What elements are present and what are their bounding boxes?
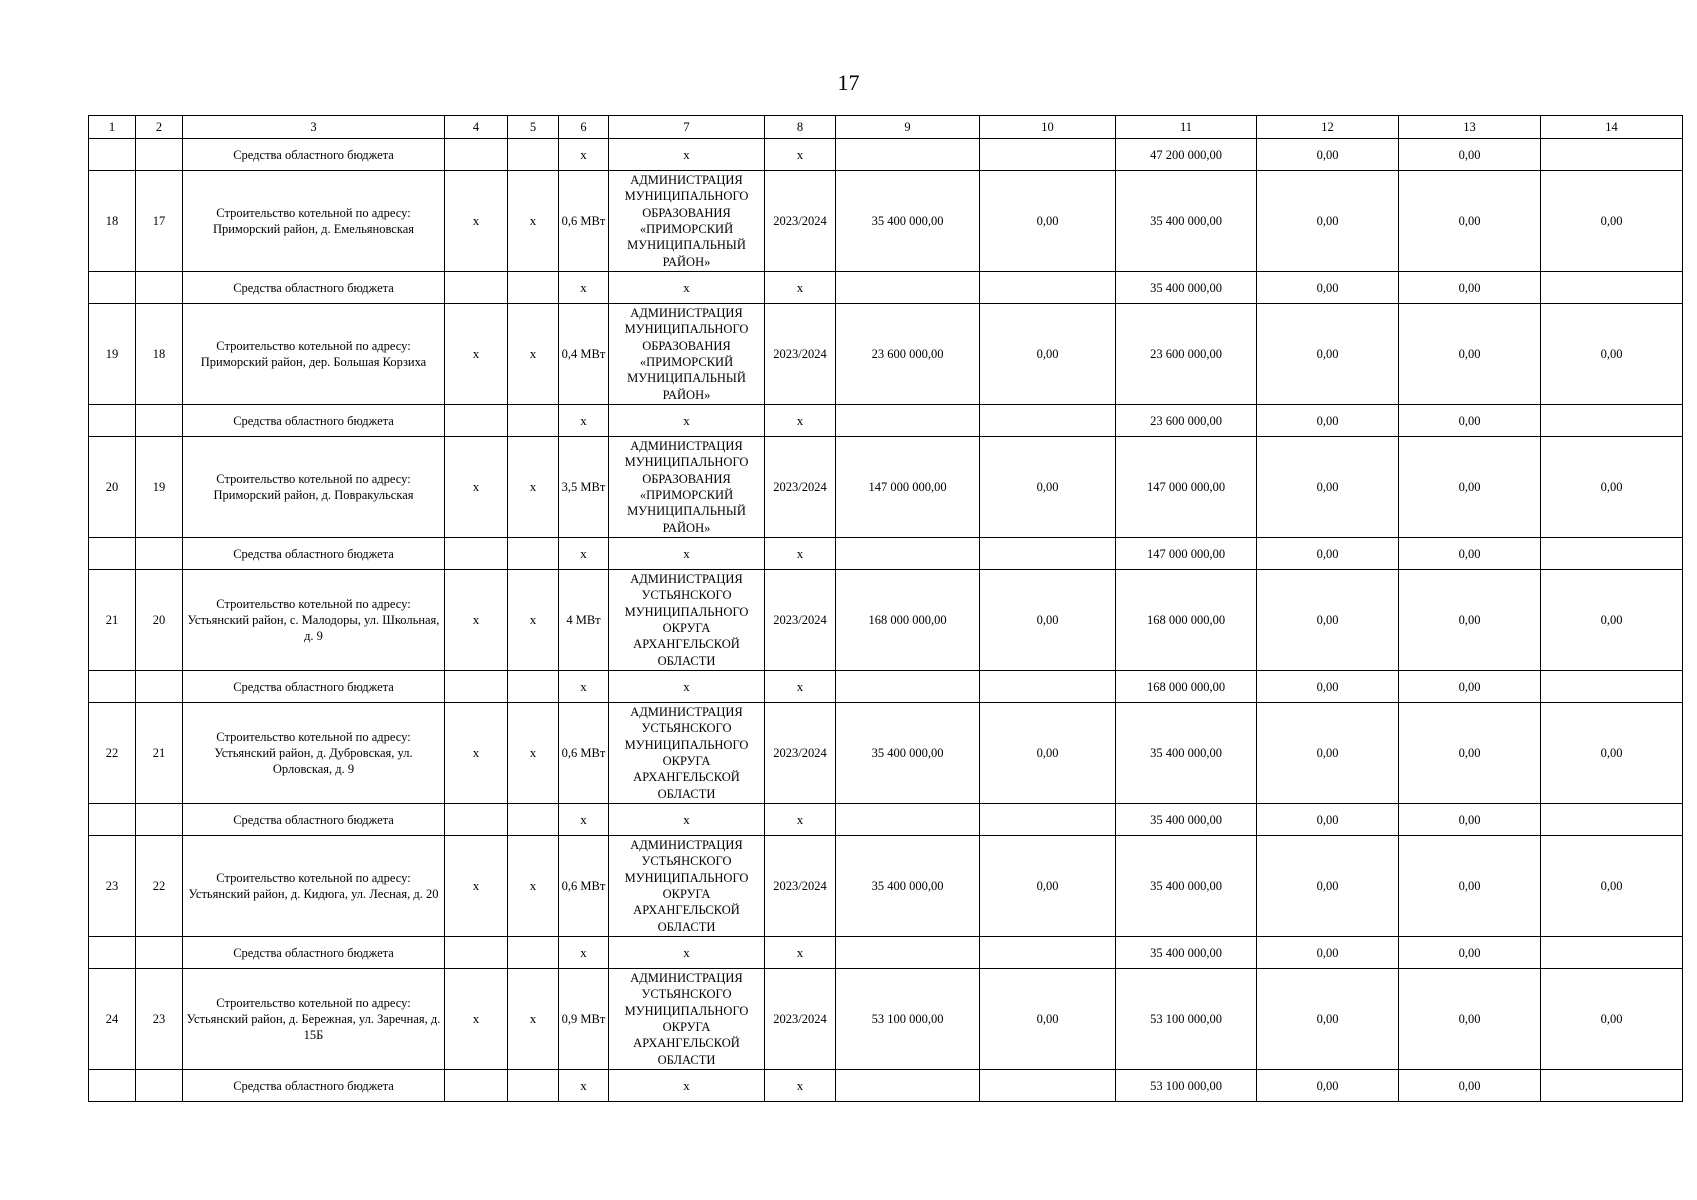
- column-header: 1: [89, 116, 136, 139]
- empty-cell: [980, 538, 1116, 570]
- capacity-cell: х: [559, 272, 609, 304]
- amount-cell: 0,00: [980, 171, 1116, 272]
- amount-cell: 147 000 000,00: [1116, 538, 1257, 570]
- amount-cell: 0,00: [1257, 836, 1399, 937]
- empty-cell: [136, 804, 183, 836]
- row-number: 18: [89, 171, 136, 272]
- funding-source-name: Средства областного бюджета: [183, 538, 445, 570]
- table-row: [89, 171, 1683, 272]
- column-header: 12: [1257, 116, 1399, 139]
- period-cell: х: [765, 1070, 836, 1102]
- funding-source-name: Средства областного бюджета: [183, 1070, 445, 1102]
- empty-cell: [1541, 1070, 1683, 1102]
- object-name: Строительство котельной по адресу: Устьянский район, д. Бережная, ул. Заречная, д. 15Б: [183, 969, 445, 1070]
- empty-cell: [445, 671, 508, 703]
- funding-source-row: [89, 538, 1683, 570]
- amount-cell: 147 000 000,00: [836, 437, 980, 538]
- period-cell: х: [765, 538, 836, 570]
- capacity-cell: 0,6 МВт: [559, 171, 609, 272]
- column-header: 4: [445, 116, 508, 139]
- period-cell: х: [765, 405, 836, 437]
- amount-cell: 0,00: [1399, 703, 1541, 804]
- capacity-cell: 0,6 МВт: [559, 836, 609, 937]
- amount-cell: 23 600 000,00: [836, 304, 980, 405]
- column-header: 14: [1541, 116, 1683, 139]
- capacity-cell: х: [559, 937, 609, 969]
- empty-cell: [836, 272, 980, 304]
- empty-cell: [1541, 671, 1683, 703]
- table-row: [89, 304, 1683, 405]
- amount-cell: 0,00: [1399, 405, 1541, 437]
- amount-cell: 0,00: [1399, 937, 1541, 969]
- executor-cell: х: [609, 139, 765, 171]
- object-name: Строительство котельной по адресу: Устьянский район, с. Малодоры, ул. Школьная, д. 9: [183, 570, 445, 671]
- amount-cell: 0,00: [980, 969, 1116, 1070]
- item-number: 18: [136, 304, 183, 405]
- empty-cell: [836, 405, 980, 437]
- amount-cell: 23 600 000,00: [1116, 304, 1257, 405]
- amount-cell: 53 100 000,00: [836, 969, 980, 1070]
- amount-cell: 147 000 000,00: [1116, 437, 1257, 538]
- amount-cell: 0,00: [1399, 570, 1541, 671]
- funding-source-name: Средства областного бюджета: [183, 937, 445, 969]
- executor-cell: АДМИНИСТРАЦИЯ УСТЬЯНСКОГО МУНИЦИПАЛЬНОГО ОКРУГА АРХАНГЕЛЬСКОЙ ОБЛАСТИ: [609, 969, 765, 1070]
- empty-cell: [136, 1070, 183, 1102]
- empty-cell: [89, 937, 136, 969]
- row-number: 24: [89, 969, 136, 1070]
- empty-cell: [136, 405, 183, 437]
- table-row: [89, 969, 1683, 1070]
- column-header: 11: [1116, 116, 1257, 139]
- amount-cell: 0,00: [1257, 703, 1399, 804]
- amount-cell: 0,00: [1399, 437, 1541, 538]
- row-number: 22: [89, 703, 136, 804]
- amount-cell: 0,00: [1257, 570, 1399, 671]
- empty-cell: [89, 139, 136, 171]
- amount-cell: 0,00: [980, 703, 1116, 804]
- object-name: Строительство котельной по адресу: Устьянский район, д. Кидюга, ул. Лесная, д. 20: [183, 836, 445, 937]
- amount-cell: 0,00: [1541, 703, 1683, 804]
- item-number: 17: [136, 171, 183, 272]
- empty-cell: [836, 804, 980, 836]
- amount-cell: 47 200 000,00: [1116, 139, 1257, 171]
- table-row: [89, 437, 1683, 538]
- table-row: [89, 836, 1683, 937]
- capacity-cell: х: [559, 1070, 609, 1102]
- empty-cell: [1541, 272, 1683, 304]
- cell-5: х: [508, 570, 559, 671]
- period-cell: 2023/2024: [765, 703, 836, 804]
- capacity-cell: 4 МВт: [559, 570, 609, 671]
- amount-cell: 0,00: [1257, 304, 1399, 405]
- period-cell: х: [765, 937, 836, 969]
- amount-cell: 0,00: [1257, 937, 1399, 969]
- capacity-cell: х: [559, 671, 609, 703]
- empty-cell: [89, 405, 136, 437]
- capacity-cell: х: [559, 804, 609, 836]
- page-number: 17: [837, 70, 860, 95]
- table-row: [89, 703, 1683, 804]
- executor-cell: х: [609, 405, 765, 437]
- capacity-cell: х: [559, 139, 609, 171]
- item-number: 19: [136, 437, 183, 538]
- amount-cell: 0,00: [1257, 437, 1399, 538]
- empty-cell: [980, 139, 1116, 171]
- executor-cell: х: [609, 272, 765, 304]
- row-number: 21: [89, 570, 136, 671]
- cell-5: х: [508, 304, 559, 405]
- column-header: 8: [765, 116, 836, 139]
- empty-cell: [1541, 538, 1683, 570]
- amount-cell: 35 400 000,00: [836, 836, 980, 937]
- column-number-row: [89, 116, 1683, 139]
- amount-cell: 0,00: [1257, 538, 1399, 570]
- cell-4: х: [445, 836, 508, 937]
- empty-cell: [836, 937, 980, 969]
- empty-cell: [89, 272, 136, 304]
- funding-source-row: [89, 671, 1683, 703]
- amount-cell: 0,00: [1399, 1070, 1541, 1102]
- cell-4: х: [445, 437, 508, 538]
- empty-cell: [508, 139, 559, 171]
- object-name: Строительство котельной по адресу: Приморский район, д. Повракульская: [183, 437, 445, 538]
- column-header: 9: [836, 116, 980, 139]
- cell-4: х: [445, 703, 508, 804]
- column-header: 6: [559, 116, 609, 139]
- empty-cell: [1541, 804, 1683, 836]
- empty-cell: [980, 1070, 1116, 1102]
- column-header: 10: [980, 116, 1116, 139]
- empty-cell: [508, 937, 559, 969]
- amount-cell: 0,00: [980, 304, 1116, 405]
- empty-cell: [1541, 937, 1683, 969]
- period-cell: 2023/2024: [765, 836, 836, 937]
- funding-source-name: Средства областного бюджета: [183, 139, 445, 171]
- amount-cell: 0,00: [1257, 969, 1399, 1070]
- empty-cell: [136, 538, 183, 570]
- capacity-cell: х: [559, 405, 609, 437]
- period-cell: 2023/2024: [765, 437, 836, 538]
- amount-cell: 0,00: [1257, 272, 1399, 304]
- item-number: 23: [136, 969, 183, 1070]
- empty-cell: [980, 937, 1116, 969]
- empty-cell: [1541, 139, 1683, 171]
- amount-cell: 35 400 000,00: [1116, 272, 1257, 304]
- table-body: [89, 116, 1683, 1102]
- empty-cell: [445, 405, 508, 437]
- amount-cell: 0,00: [1399, 139, 1541, 171]
- executor-cell: АДМИНИСТРАЦИЯ УСТЬЯНСКОГО МУНИЦИПАЛЬНОГО ОКРУГА АРХАНГЕЛЬСКОЙ ОБЛАСТИ: [609, 836, 765, 937]
- empty-cell: [136, 139, 183, 171]
- amount-cell: 0,00: [1399, 171, 1541, 272]
- amount-cell: 168 000 000,00: [836, 570, 980, 671]
- period-cell: х: [765, 804, 836, 836]
- cell-4: х: [445, 969, 508, 1070]
- executor-cell: АДМИНИСТРАЦИЯ УСТЬЯНСКОГО МУНИЦИПАЛЬНОГО ОКРУГА АРХАНГЕЛЬСКОЙ ОБЛАСТИ: [609, 703, 765, 804]
- funding-source-name: Средства областного бюджета: [183, 272, 445, 304]
- row-number: 23: [89, 836, 136, 937]
- empty-cell: [836, 1070, 980, 1102]
- amount-cell: 53 100 000,00: [1116, 969, 1257, 1070]
- empty-cell: [89, 671, 136, 703]
- amount-cell: 35 400 000,00: [1116, 937, 1257, 969]
- funding-source-row: [89, 804, 1683, 836]
- executor-cell: х: [609, 538, 765, 570]
- empty-cell: [980, 272, 1116, 304]
- amount-cell: 0,00: [1541, 437, 1683, 538]
- cell-5: х: [508, 437, 559, 538]
- column-header: 7: [609, 116, 765, 139]
- item-number: 22: [136, 836, 183, 937]
- period-cell: х: [765, 272, 836, 304]
- amount-cell: 53 100 000,00: [1116, 1070, 1257, 1102]
- funding-source-name: Средства областного бюджета: [183, 804, 445, 836]
- amount-cell: 0,00: [1541, 969, 1683, 1070]
- empty-cell: [980, 671, 1116, 703]
- amount-cell: 35 400 000,00: [836, 703, 980, 804]
- funding-source-name: Средства областного бюджета: [183, 671, 445, 703]
- empty-cell: [445, 139, 508, 171]
- amount-cell: 0,00: [1399, 304, 1541, 405]
- empty-cell: [980, 804, 1116, 836]
- amount-cell: 168 000 000,00: [1116, 671, 1257, 703]
- funding-source-row: [89, 937, 1683, 969]
- amount-cell: 168 000 000,00: [1116, 570, 1257, 671]
- cell-4: х: [445, 570, 508, 671]
- empty-cell: [836, 538, 980, 570]
- amount-cell: 35 400 000,00: [836, 171, 980, 272]
- cell-4: х: [445, 171, 508, 272]
- amount-cell: 35 400 000,00: [1116, 804, 1257, 836]
- empty-cell: [136, 272, 183, 304]
- amount-cell: 0,00: [980, 437, 1116, 538]
- empty-cell: [508, 804, 559, 836]
- cell-5: х: [508, 703, 559, 804]
- empty-cell: [445, 272, 508, 304]
- amount-cell: 0,00: [1399, 671, 1541, 703]
- period-cell: 2023/2024: [765, 304, 836, 405]
- capacity-cell: 0,6 МВт: [559, 703, 609, 804]
- empty-cell: [445, 538, 508, 570]
- amount-cell: 0,00: [1399, 272, 1541, 304]
- period-cell: 2023/2024: [765, 570, 836, 671]
- cell-5: х: [508, 171, 559, 272]
- empty-cell: [445, 804, 508, 836]
- capacity-cell: 0,9 МВт: [559, 969, 609, 1070]
- empty-cell: [136, 671, 183, 703]
- executor-cell: АДМИНИСТРАЦИЯ МУНИЦИПАЛЬНОГО ОБРАЗОВАНИЯ «ПРИМОРСКИЙ МУНИЦИПАЛЬНЫЙ РАЙОН»: [609, 304, 765, 405]
- amount-cell: 0,00: [1257, 171, 1399, 272]
- funding-source-row: [89, 1070, 1683, 1102]
- amount-cell: 0,00: [1541, 570, 1683, 671]
- empty-cell: [445, 937, 508, 969]
- empty-cell: [508, 538, 559, 570]
- empty-cell: [836, 671, 980, 703]
- executor-cell: х: [609, 1070, 765, 1102]
- executor-cell: х: [609, 671, 765, 703]
- amount-cell: 0,00: [1541, 171, 1683, 272]
- period-cell: х: [765, 671, 836, 703]
- cell-4: х: [445, 304, 508, 405]
- amount-cell: 0,00: [1257, 804, 1399, 836]
- amount-cell: 0,00: [1399, 969, 1541, 1070]
- item-number: 21: [136, 703, 183, 804]
- column-header: 5: [508, 116, 559, 139]
- cell-5: х: [508, 836, 559, 937]
- empty-cell: [1541, 405, 1683, 437]
- empty-cell: [508, 272, 559, 304]
- executor-cell: х: [609, 804, 765, 836]
- executor-cell: х: [609, 937, 765, 969]
- empty-cell: [508, 671, 559, 703]
- empty-cell: [508, 1070, 559, 1102]
- column-header: 2: [136, 116, 183, 139]
- capacity-cell: х: [559, 538, 609, 570]
- funding-source-row: [89, 272, 1683, 304]
- amount-cell: 0,00: [1257, 1070, 1399, 1102]
- empty-cell: [89, 804, 136, 836]
- funding-source-row: [89, 139, 1683, 171]
- amount-cell: 35 400 000,00: [1116, 836, 1257, 937]
- empty-cell: [980, 405, 1116, 437]
- empty-cell: [445, 1070, 508, 1102]
- funding-source-name: Средства областного бюджета: [183, 405, 445, 437]
- cell-5: х: [508, 969, 559, 1070]
- amount-cell: 0,00: [1257, 139, 1399, 171]
- amount-cell: 0,00: [1541, 304, 1683, 405]
- amount-cell: 0,00: [1257, 405, 1399, 437]
- object-name: Строительство котельной по адресу: Приморский район, дер. Большая Корзиха: [183, 304, 445, 405]
- capacity-cell: 0,4 МВт: [559, 304, 609, 405]
- empty-cell: [89, 538, 136, 570]
- period-cell: х: [765, 139, 836, 171]
- amount-cell: 35 400 000,00: [1116, 703, 1257, 804]
- object-name: Строительство котельной по адресу: Устьянский район, д. Дубровская, ул. Орловская, д. 9: [183, 703, 445, 804]
- amount-cell: 0,00: [1399, 836, 1541, 937]
- executor-cell: АДМИНИСТРАЦИЯ МУНИЦИПАЛЬНОГО ОБРАЗОВАНИЯ «ПРИМОРСКИЙ МУНИЦИПАЛЬНЫЙ РАЙОН»: [609, 437, 765, 538]
- executor-cell: АДМИНИСТРАЦИЯ МУНИЦИПАЛЬНОГО ОБРАЗОВАНИЯ «ПРИМОРСКИЙ МУНИЦИПАЛЬНЫЙ РАЙОН»: [609, 171, 765, 272]
- empty-cell: [508, 405, 559, 437]
- funding-source-row: [89, 405, 1683, 437]
- amount-cell: 23 600 000,00: [1116, 405, 1257, 437]
- amount-cell: 0,00: [1399, 538, 1541, 570]
- period-cell: 2023/2024: [765, 171, 836, 272]
- object-name: Строительство котельной по адресу: Приморский район, д. Емельяновская: [183, 171, 445, 272]
- item-number: 20: [136, 570, 183, 671]
- column-header: 3: [183, 116, 445, 139]
- amount-cell: 35 400 000,00: [1116, 171, 1257, 272]
- executor-cell: АДМИНИСТРАЦИЯ УСТЬЯНСКОГО МУНИЦИПАЛЬНОГО ОКРУГА АРХАНГЕЛЬСКОЙ ОБЛАСТИ: [609, 570, 765, 671]
- amount-cell: 0,00: [1257, 671, 1399, 703]
- table-row: [89, 570, 1683, 671]
- amount-cell: 0,00: [1399, 804, 1541, 836]
- empty-cell: [136, 937, 183, 969]
- row-number: 19: [89, 304, 136, 405]
- budget-table: [88, 115, 1683, 1102]
- row-number: 20: [89, 437, 136, 538]
- amount-cell: 0,00: [980, 836, 1116, 937]
- column-header: 13: [1399, 116, 1541, 139]
- amount-cell: 0,00: [1541, 836, 1683, 937]
- empty-cell: [89, 1070, 136, 1102]
- period-cell: 2023/2024: [765, 969, 836, 1070]
- amount-cell: 0,00: [980, 570, 1116, 671]
- empty-cell: [836, 139, 980, 171]
- capacity-cell: 3,5 МВт: [559, 437, 609, 538]
